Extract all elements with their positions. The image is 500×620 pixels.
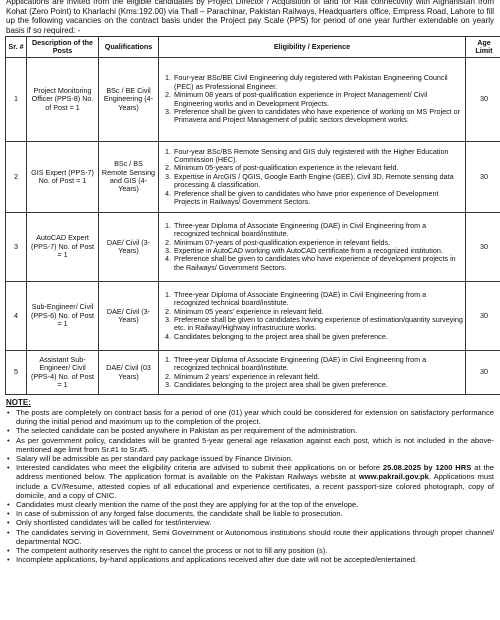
vacancies-table (5, 36, 500, 395)
eligibility-item: 1. Four-year BSc/BE Civil Engineering duly registered with Pakistan Engineering Council (PEC) as Professional Engineer. (173, 74, 463, 91)
cell-qualification: BSc / BS Remote Sensing and GIS (4-Years) (99, 142, 159, 213)
cell-sr: 2 (6, 142, 27, 213)
note-item: • Incomplete applications, by-hand applications and applications received after due date will not be accepted/entertained. (16, 555, 494, 564)
apply-text-2: at the address mentioned below. The application format is available on the Pakistan Railways website at (16, 463, 494, 482)
note-item: • Candidates must clearly mention the name of the post they are applying for at the top of the envelope. (16, 500, 494, 509)
website-link[interactable]: www.pakrail.gov.pk (358, 472, 429, 482)
cell-post: AutoCAD Expert (PPS-7) No. of Post = 1 (27, 213, 99, 282)
eligibility-item: 4. Preference shall be given to candidates who have experience of development projects in the Railways/ Government Sectors. (173, 255, 463, 272)
note-item: • The selected candidate can be posted anywhere in Pakistan as per requirement of the administration. (16, 426, 494, 435)
table-row (6, 142, 500, 213)
cell-qualification: DAE/ Civil (3- Years) (99, 213, 159, 282)
eligibility-item: 4. Preference shall be given to candidates who have prior experience of Development Projects in Railways/ Government Sectors. (173, 190, 463, 207)
cell-post: Assistant Sub-Engineer/ Civil (PPS-4) No. of Post = 1 (27, 351, 99, 395)
cell-sr: 5 (6, 351, 27, 395)
eligibility-item: 2. Minimum 2 years' experience in relevant field. (173, 373, 463, 381)
table-row (6, 351, 500, 395)
note-item: • The competent authority reserves the right to cancel the process or not to fill any position (s). (16, 546, 494, 555)
note-item: • Only shortlisted candidates will be called for test/interview. (16, 518, 494, 527)
table-row (6, 58, 500, 142)
cell-eligibility (159, 142, 466, 213)
eligibility-item: 1. Four-year BSc/BS Remote Sensing and GIS duly registered with the Higher Education Commission (HEC). (173, 148, 463, 165)
apply-text-1: Interested candidates who meet the eligibility criteria are advised to submit their applications on or before (16, 463, 383, 473)
intro-text: Applications are invited from the eligible candidates by Project Director / Acquisition of land for Rail connectivity with Afghanistan from Kohat (Zero Point) to Kharlachi (Kms:192.00) via Thall – Parachinar, Pakistan Railways, Headquarters office, Empress Road, Lahore to fill up the following vacancies on the contract basis under the Project pay Scale (PPS) for period of one year further extendable on yearly basis if so required: - (6, 0, 494, 35)
cell-sr: 3 (6, 213, 27, 282)
cell-qualification: DAE/ Civil (03 Years) (99, 351, 159, 395)
eligibility-item: 4. Candidates belonging to the project area shall be given preference. (173, 333, 463, 341)
cell-qualification: BSc / BE Civil Engineering (4-Years) (99, 58, 159, 142)
cell-age-limit: 30 (466, 213, 500, 282)
header-description: Description of the Posts (27, 37, 99, 58)
table-header-row (6, 37, 500, 58)
eligibility-item: 2. Minimum 07-years of post-qualification experience in relevant fields. (173, 239, 463, 247)
note-item: • As per government policy, candidates will be granted 5-year general age relaxation against each post, which is not included in the above-mentioned age limit from Sr.#1 to Sr.#5. (16, 436, 494, 454)
note-heading: NOTE: (6, 398, 31, 407)
eligibility-item: 3. Preference shall be given to candidates having experience of estimation/quantity surveying etc. in Railway/Highway infrastructure works. (173, 316, 463, 333)
eligibility-item: 3. Expertise in ArcGIS / QGIS, Google Earth Engine (GEE), Civil 3D, Remote sensing data processing & classification. (173, 173, 463, 190)
table-row (6, 213, 500, 282)
eligibility-item: 2. Minimum 08 years of post-qualification experience in Project Management/ Civil Engineering works and in Development Projects. (173, 91, 463, 108)
eligibility-item: 3. Preference shall be given to candidates who have experience of working on MS Project or Primavera and Project Management of public sectors development works. (173, 108, 463, 125)
header-qualifications: Qualifications (99, 37, 159, 58)
note-item: • In case of submission of any forged false documents, the candidate shall be liable to prosecution. (16, 509, 494, 518)
note-item: • Salary will be admissible as per standard pay package issued by Finance Division. (16, 454, 494, 463)
eligibility-item: 2. Minimum 05 years' experience in relevant field. (173, 308, 463, 316)
cell-eligibility (159, 351, 466, 395)
eligibility-item: 3. Candidates belonging to the project area shall be given preference. (173, 381, 463, 389)
cell-sr: 4 (6, 282, 27, 351)
cell-eligibility (159, 58, 466, 142)
note-item-apply (16, 463, 494, 500)
cell-age-limit: 30 (466, 142, 500, 213)
cell-eligibility (159, 213, 466, 282)
eligibility-item: 1. Three-year Diploma of Associate Engineering (DAE) in Civil Engineering from a recognized technical board/institute. (173, 356, 463, 373)
header-sr: Sr. # (6, 37, 27, 58)
cell-post: Sub-Engineer/ Civil (PPS-6) No. of Post = 1 (27, 282, 99, 351)
cell-sr: 1 (6, 58, 27, 142)
note-item: • The candidates serving in Government, Semi Government or Autonomous institutions should route their applications through proper channel/ departmental NOC. (16, 528, 494, 546)
header-eligibility: Eligibility / Experience (159, 37, 466, 58)
cell-qualification: DAE/ Civil (3- Years) (99, 282, 159, 351)
eligibility-item: 3. Expertise in AutoCAD working with AutoCAD certificate from a recognized institution. (173, 247, 463, 255)
application-deadline: 25.08.2025 by 1200 HRS (382, 463, 472, 473)
eligibility-item: 1. Three-year Diploma of Associate Engineering (DAE) in Civil Engineering from a recognized technical board/institute. (173, 291, 463, 308)
cell-age-limit: 30 (466, 282, 500, 351)
cell-eligibility (159, 282, 466, 351)
cell-age-limit: 30 (466, 351, 500, 395)
eligibility-item: 2. Minimum 05-years of post-qualification experience in the relevant field. (173, 164, 463, 172)
table-row (6, 282, 500, 351)
eligibility-item: 1. Three-year Diploma of Associate Engineering (DAE) in Civil Engineering from a recognized technical board/institute. (173, 222, 463, 239)
notes-list (0, 408, 500, 564)
cell-post: Project Monitoring Officer (PPS-8) No. of Post = 1 (27, 58, 99, 142)
header-age-limit: Age Limit (466, 37, 500, 58)
apply-text-3: . Applications must include a CV/Resume, attested copies of all educational and experience certificates, a recent passport-size colored photograph, copy of domicile, and a copy of CNIC. (16, 472, 494, 500)
cell-post: GIS Expert (PPS-7) No. of Post = 1 (27, 142, 99, 213)
note-item: • The posts are completely on contract basis for a period of one (01) year which could be considered for extension on satisfactory performance during the initial period and maximum up to the completion of the project. (16, 408, 494, 426)
cell-age-limit: 30 (466, 58, 500, 142)
